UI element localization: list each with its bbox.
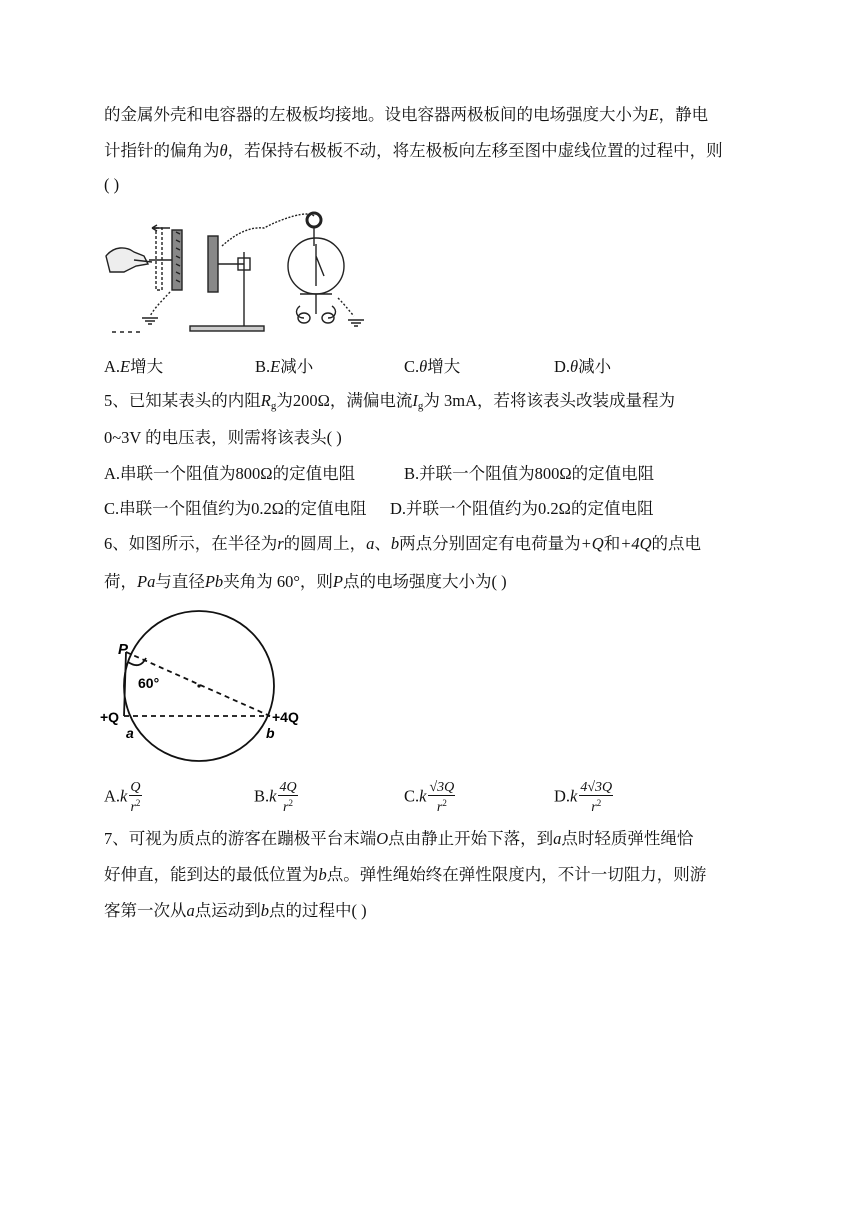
denominator-base: r — [130, 800, 136, 815]
q5-stem-line1 — [104, 390, 675, 417]
q5-option-d[interactable] — [390, 498, 653, 520]
option-label: B. — [254, 786, 270, 806]
angle-label: 60° — [138, 675, 160, 691]
q6-option-d[interactable] — [554, 780, 615, 815]
q6-option-c[interactable] — [404, 780, 457, 815]
q5-option-a[interactable] — [104, 463, 355, 485]
denominator — [579, 796, 613, 815]
denominator — [428, 796, 455, 815]
right-charge-label: +4Q — [272, 709, 299, 725]
q6-text: 的点电 — [651, 534, 702, 553]
denominator — [129, 796, 141, 815]
numerator: 4√3Q — [580, 780, 613, 795]
option-label: C. — [404, 357, 420, 376]
fraction — [278, 780, 297, 815]
var-a: a — [366, 534, 375, 553]
q5-text: 为 3mA，若将该表头改装成量程为 — [423, 391, 675, 410]
q5-option-b[interactable] — [404, 463, 654, 485]
option-text: 减小 — [280, 357, 314, 376]
subscript: g — [417, 400, 424, 412]
q7-text: 点的过程中( ) — [269, 901, 367, 920]
q4-text-line2 — [104, 140, 723, 162]
q5-stem-line2 — [104, 427, 342, 449]
q4-answer-bracket — [104, 174, 119, 196]
capacitor-electroscope-figure — [104, 206, 374, 332]
charge-q1: +Q — [580, 534, 604, 553]
q4-option-c[interactable] — [404, 356, 460, 378]
option-text: 增大 — [130, 357, 164, 376]
denominator — [278, 796, 297, 815]
option-text: 的定值电阻 — [284, 499, 367, 518]
option-label: A. — [104, 786, 121, 806]
q4-option-b[interactable] — [255, 356, 313, 378]
q7-text: 客第一次从 — [104, 901, 187, 920]
resistance-value: 800Ω — [534, 464, 572, 483]
resistance-value: 800Ω — [235, 464, 273, 483]
numerator: Q — [130, 780, 141, 795]
q6-text: 点的电场强度大小为( ) — [343, 572, 507, 591]
var-b: b — [260, 901, 269, 920]
q6-text: 和 — [603, 534, 621, 553]
option-text: C.串联一个阻值约为 — [104, 499, 252, 518]
numerator: √3Q — [429, 780, 455, 795]
q6-option-a[interactable] — [104, 780, 144, 815]
option-label: D. — [554, 357, 571, 376]
resistance-value: 0.2Ω — [251, 499, 285, 518]
q7-text: 点运动到 — [194, 901, 261, 920]
q6-text: 、 — [374, 534, 391, 553]
q6-stem-line2 — [104, 571, 507, 593]
constant-k: k — [269, 786, 277, 806]
q7-stem-line3 — [104, 900, 367, 922]
var-e: E — [120, 357, 131, 376]
option-label: C. — [404, 786, 420, 806]
denominator-base: r — [591, 800, 597, 815]
q7-stem-line1 — [104, 828, 693, 850]
var-theta: θ — [570, 357, 579, 376]
subscript: g — [270, 400, 277, 412]
point-b-label: b — [266, 725, 275, 741]
circle-charges-figure — [100, 606, 299, 766]
var-a: a — [553, 829, 562, 848]
q4-line1-end: ，静电 — [658, 105, 709, 124]
q7-text: 好伸直，能到达的最低位置为 — [104, 865, 319, 884]
denominator-exponent: 2 — [596, 798, 602, 808]
option-label: A. — [104, 357, 121, 376]
q7-text: 7、可视为质点的游客在蹦极平台末端 — [104, 829, 377, 848]
q4-option-d[interactable] — [554, 356, 611, 378]
var-pb: Pb — [204, 572, 224, 591]
q6-text: 6、如图所示，在半径为 — [104, 534, 278, 553]
q6-stem-line1 — [104, 533, 701, 555]
constant-k: k — [419, 786, 427, 806]
q6-option-b[interactable] — [254, 780, 300, 815]
q4-line2-text: 计指针的偏角为 — [104, 141, 220, 160]
var-pa: Pa — [137, 572, 156, 591]
denominator-base: r — [283, 800, 289, 815]
point-a-label: a — [126, 725, 134, 741]
var-b: b — [390, 534, 400, 553]
constant-k: k — [570, 786, 578, 806]
option-text: 的定值电阻 — [571, 464, 655, 483]
option-text: 减小 — [578, 357, 612, 376]
denominator-base: r — [436, 800, 443, 815]
resistance-value: 200Ω — [292, 391, 330, 410]
line-pa — [124, 652, 126, 716]
var-rg: R — [260, 391, 271, 410]
var-p: P — [332, 572, 344, 591]
q6-text: 荷， — [104, 572, 137, 591]
var-r: r — [277, 534, 284, 553]
q5-text: 5、已知某表头的内阻 — [104, 391, 261, 410]
charge-q2: +4Q — [620, 534, 652, 553]
q5-text: 0~3V 的电压表，则需将该表头( ) — [104, 428, 342, 447]
q7-text: 点由静止开始下落，到 — [388, 829, 554, 848]
option-text: 的定值电阻 — [272, 464, 356, 483]
var-e: E — [648, 105, 659, 124]
var-theta: θ — [419, 357, 428, 376]
q4-line1-text: 的金属外壳和电容器的左极板均接地。设电容器两极板间的电场强度大小为 — [104, 105, 649, 124]
var-a: a — [186, 901, 195, 920]
var-theta: θ — [219, 141, 228, 160]
option-label: B. — [255, 357, 271, 376]
denominator-exponent: 2 — [135, 798, 141, 808]
option-text: A.串联一个阻值为 — [104, 464, 236, 483]
q7-stem-line2 — [104, 864, 706, 886]
q5-text: ，满偏电流 — [329, 391, 413, 410]
q5-text: 为 — [276, 391, 293, 410]
q5-option-c[interactable] — [104, 498, 367, 520]
q4-line2-text-b: ，若保持右极板不动，将左极板向左移至图中虚线位置的过程中，则 — [227, 141, 723, 160]
q6-text: 两点分别固定有电荷量为 — [399, 534, 581, 553]
var-ig: I — [412, 391, 418, 410]
fraction — [129, 780, 141, 815]
var-e: E — [270, 357, 281, 376]
denominator-exponent: 2 — [442, 798, 447, 808]
q6-text: 的圆周上， — [283, 534, 367, 553]
q4-option-a[interactable] — [104, 356, 163, 378]
denominator-exponent: 2 — [288, 798, 293, 808]
q7-text: 点时轻质弹性绳恰 — [561, 829, 694, 848]
option-text: 增大 — [427, 357, 461, 376]
resistance-value: 0.2Ω — [538, 499, 571, 518]
option-label: D. — [554, 786, 571, 806]
fraction — [579, 780, 613, 815]
q4-bracket-text: ( ) — [104, 175, 120, 194]
constant-k: k — [120, 786, 128, 806]
q7-text: 点。弹性绳始终在弹性限度内，不计一切阻力，则游 — [326, 865, 707, 884]
q6-text: 与直径 — [155, 572, 205, 591]
option-text: B.并联一个阻值为 — [404, 464, 535, 483]
numerator: 4Q — [279, 780, 297, 795]
point-p-label: P — [118, 641, 129, 658]
center-dot — [197, 684, 200, 687]
var-b: b — [318, 865, 327, 884]
q4-text-line1 — [104, 104, 708, 126]
option-text: D.并联一个阻值约为 — [390, 499, 539, 518]
fraction — [428, 780, 455, 815]
option-text: 的定值电阻 — [570, 499, 654, 518]
var-o: O — [376, 829, 389, 848]
left-charge-label: +Q — [100, 709, 120, 725]
q6-text: 夹角为 60°，则 — [223, 572, 333, 591]
